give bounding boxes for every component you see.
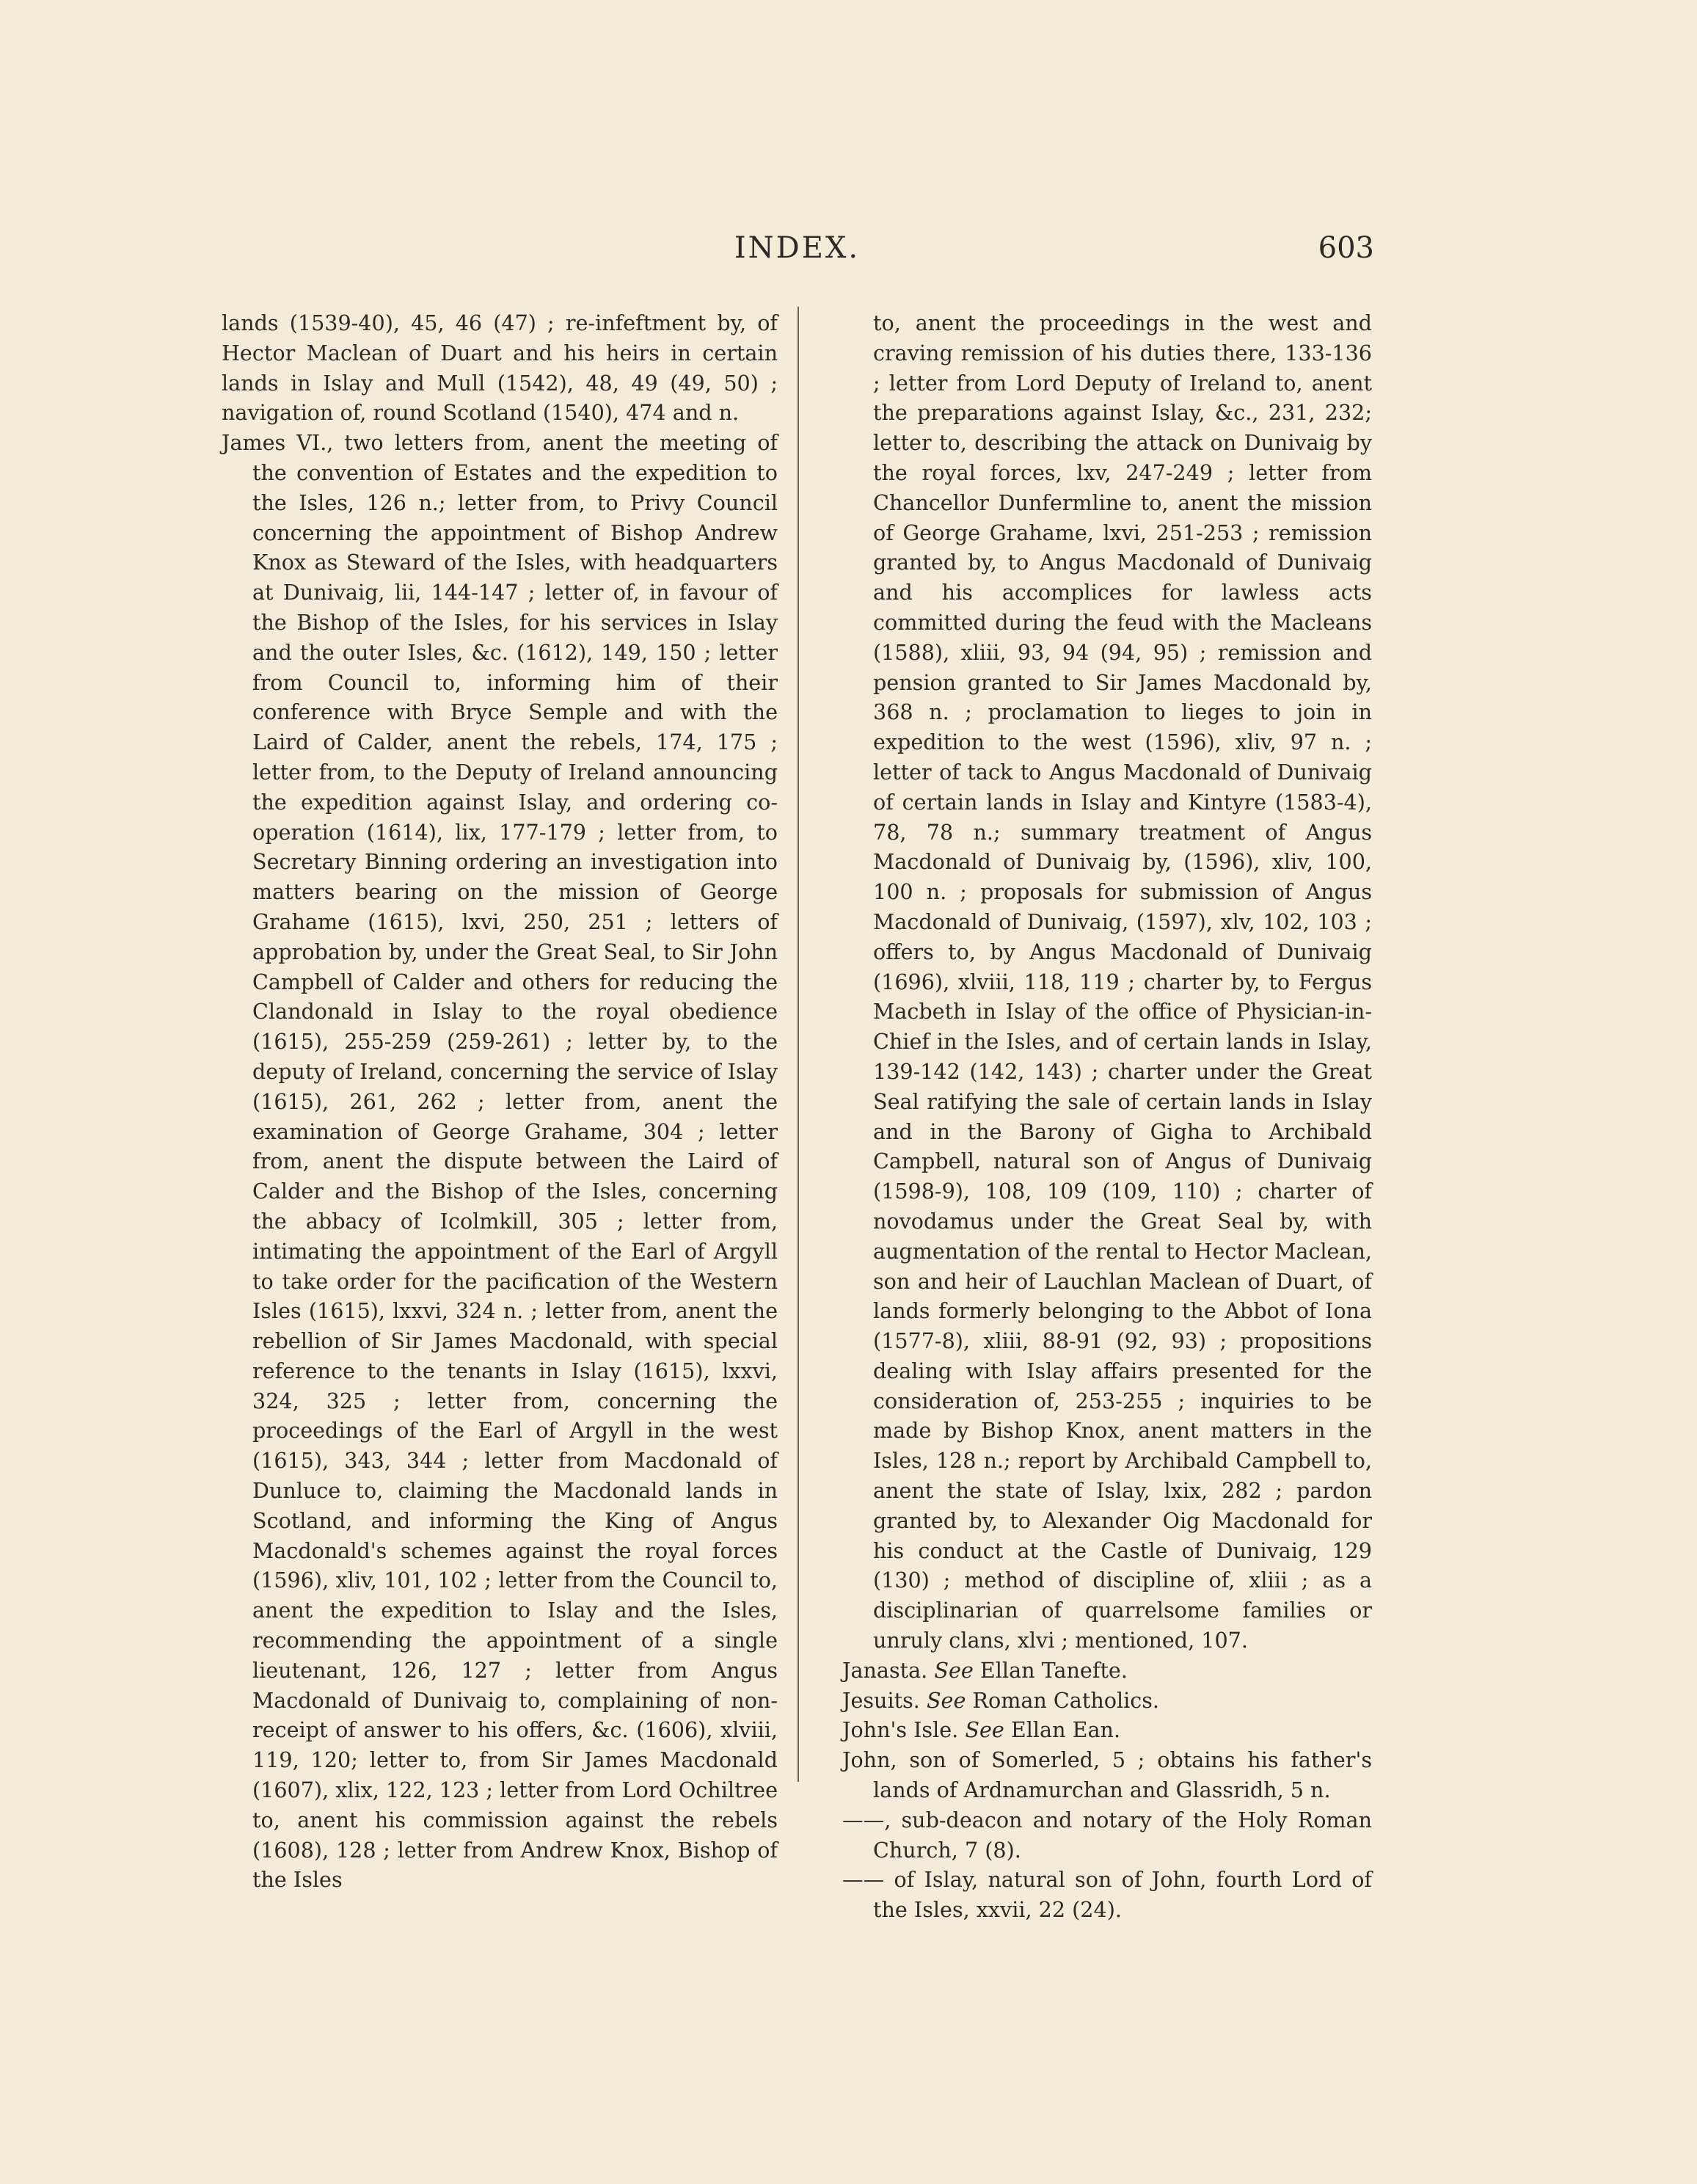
entry-heading: Janasta. bbox=[842, 1657, 928, 1683]
index-entry-john-of-islay: —— of Islay, natural son of John, fourth Lord of the Isles, xxvii, 22 (24). bbox=[842, 1867, 1372, 1923]
see-reference: See bbox=[926, 1687, 966, 1713]
entry-heading: John's Isle. bbox=[842, 1717, 959, 1743]
index-entry-james-vi: James VI., two letters from, anent the meeting of the convention of Estates and the expedition to the Isles, 126 n.; letter from, to Privy Council concerning the appointment of Bishop Andrew Knox as Steward of the Isles, with headquarters at Dunivaig, lii, 144-147 ; letter of, in favour of the Bishop of the Isles, for his services in Islay and the outer Isles, &c. (1612), 149, 150 ; letter from Council to, informing him of their conference with Bryce Semple and with the Laird of Calder, anent the rebels, 174, 175 ; letter from, to the Deputy of Ireland announcing the expedition against Islay, and ordering co-operation (1614), lix, 177-179 ; letter from, to Secretary Binning ordering an investigation into matters bearing on the mission of George Grahame (1615), lxvi, 250, 251 ; letters of approbation by, under the Great Seal, to Sir John Campbell of Calder and others for reducing the Clandonald in Islay to the royal obedience (1615), 255-259 (259-261) ; letter by, to the deputy of Ireland, concerning the service of Islay (1615), 261, 262 ; letter from, anent the examination of George Grahame, 304 ; letter from, anent the dispute between the Laird of Calder and the Bishop of the Isles, concerning the abbacy of Icolmkill, 305 ; letter from, intimating the appointment of the Earl of Argyll to take order for the pacification of the Western Isles (1615), lxxvi, 324 n. ; letter from, anent the rebellion of Sir James Macdonald, with special reference to the tenants in Islay (1615), lxxvi, 324, 325 ; letter from, concerning the proceedings of the Earl of Argyll in the west (1615), 343, 344 ; letter from Macdonald of Dunluce to, claiming the Macdonald lands in Scotland, and informing the King of Angus Macdonald's schemes against the royal forces (1596), xliv, 101, 102 ; letter from the Council to, anent the expedition to Islay and the Isles, recommending the appointment of a single lieutenant, 126, 127 ; letter from Angus Macdonald of Dunivaig to, complaining of non-receipt of answer to his offers, &c. (1606), xlviii, 119, 120; letter to, from Sir James Macdonald (1607), xlix, 122, 123 ; letter from Lord Ochiltree to, anent his commission against the rebels (1608), 128 ; letter from Andrew Knox, Bishop of the Isles bbox=[222, 430, 778, 1893]
index-entry-continued: lands (1539-40), 45, 46 (47) ; re-infeftment by, of Hector Maclean of Duart and his heirs in certain lands in Islay and Mull (1542), 48, 49 (49, 50) ; navigation of, round Scotland (1540), 474 and n. bbox=[222, 310, 778, 426]
reference-target: Ellan Ean. bbox=[1010, 1717, 1121, 1743]
index-entry-janasta bbox=[842, 1656, 1372, 1686]
reference-target: Ellan Tanefte. bbox=[979, 1657, 1128, 1683]
left-column bbox=[222, 308, 778, 1895]
see-reference: See bbox=[965, 1717, 1004, 1743]
index-entry-john-son-of-somerled: John, son of Somerled, 5 ; obtains his father's lands of Ardnamurchan and Glassridh, 5 n. bbox=[842, 1747, 1372, 1803]
index-entry-jesuits bbox=[842, 1686, 1372, 1716]
page-number: 603 bbox=[1318, 231, 1374, 265]
index-entry-continued: to, anent the proceedings in the west and craving remission of his duties there, 133-136 ; letter from Lord Deputy of Ireland to, anent the preparations against Islay, &c., 231, 232; letter to, describing the attack on Dunivaig by the royal forces, lxv, 247-249 ; letter from Chancellor Dunfermline to, anent the mission of George Grahame, lxvi, 251-253 ; remission granted by, to Angus Macdonald of Dunivaig and his accomplices for lawless acts committed during the feud with the Macleans (1588), xliii, 93, 94 (94, 95) ; remission and pension granted to Sir James Macdonald by, 368 n. ; proclamation to lieges to join in expedition to the west (1596), xliv, 97 n. ; letter of tack to Angus Macdonald of Dunivaig of certain lands in Islay and Kintyre (1583-4), 78, 78 n.; summary treatment of Angus Macdonald of Dunivaig by, (1596), xliv, 100, 100 n. ; proposals for submission of Angus Macdonald of Dunivaig, (1597), xlv, 102, 103 ; offers to, by Angus Macdonald of Dunivaig (1696), xlviii, 118, 119 ; charter by, to Fergus Macbeth in Islay of the office of Physician-in-Chief in the Isles, and of certain lands in Islay, 139-142 (142, 143) ; charter under the Great Seal ratifying the sale of certain lands in Islay and in the Barony of Gigha to Archibald Campbell, natural son of Angus of Dunivaig (1598-9), 108, 109 (109, 110) ; charter of novodamus under the Great Seal by, with augmentation of the rental to Hector Maclean, son and heir of Lauchlan Maclean of Duart, of lands formerly belonging to the Abbot of Iona (1577-8), xliii, 88-91 (92, 93) ; propositions dealing with Islay affairs presented for the consideration of, 253-255 ; inquiries to be made by Bishop Knox, anent matters in the Isles, 128 n.; report by Archibald Campbell to, anent the state of Islay, lxix, 282 ; pardon granted by, to Alexander Oig Macdonald for his conduct at the Castle of Dunivaig, 129 (130) ; method of discipline of, xliii ; as a disciplinarian of quarrelsome families or unruly clans, xlvi ; mentioned, 107. bbox=[873, 310, 1372, 1653]
index-entry-johns-isle bbox=[842, 1715, 1372, 1745]
see-reference: See bbox=[934, 1657, 974, 1683]
page-header bbox=[220, 231, 1374, 275]
right-column bbox=[842, 308, 1372, 1925]
index-entry-john-sub-deacon: ——, sub-deacon and notary of the Holy Roman Church, 7 (8). bbox=[842, 1807, 1372, 1863]
column-divider bbox=[798, 307, 799, 1782]
reference-target: Roman Catholics. bbox=[972, 1687, 1160, 1713]
page-title: INDEX. bbox=[734, 231, 861, 265]
entry-heading: Jesuits. bbox=[842, 1687, 920, 1713]
